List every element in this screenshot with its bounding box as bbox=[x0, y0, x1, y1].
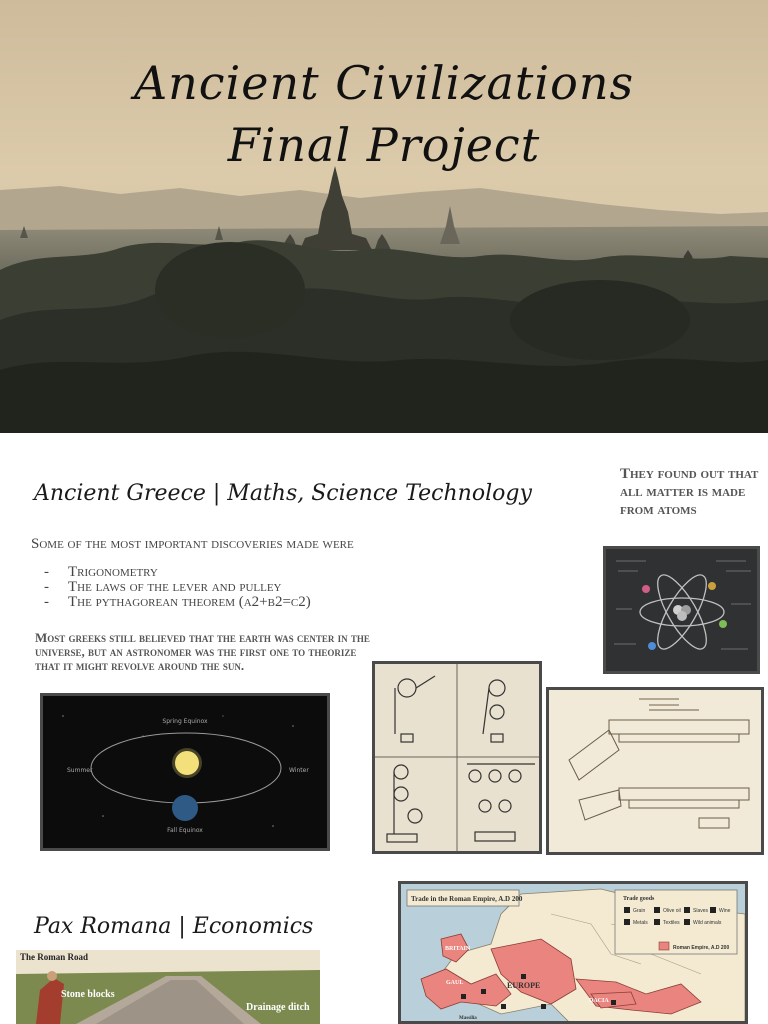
legend-slaves: Slaves bbox=[693, 908, 709, 914]
roman-trade-map-image bbox=[398, 881, 748, 1024]
legend-metals: Metals bbox=[633, 920, 648, 926]
winter-label: Winter bbox=[289, 767, 309, 774]
title-line-1: Ancient Civilizations bbox=[133, 56, 635, 110]
legend-olive-oil: Olive oil bbox=[663, 908, 681, 914]
list-item: - The laws of the lever and pulley bbox=[44, 579, 282, 595]
place-dacia: DACIA bbox=[589, 998, 609, 1004]
summer-label: Summer bbox=[67, 767, 93, 774]
drainage-ditch-label: Drainage ditch bbox=[246, 1002, 310, 1013]
stone-blocks-label: Stone blocks bbox=[61, 989, 115, 1000]
discoveries-intro: Some of the most important discoveries made were bbox=[31, 536, 354, 552]
project-title bbox=[0, 52, 768, 176]
pulley-diagrams-image bbox=[372, 661, 542, 854]
title-line-2: Final Project bbox=[227, 118, 541, 172]
invention-sketch-image bbox=[546, 687, 764, 855]
greece-section-heading: Ancient Greece | Maths, Science Technology bbox=[34, 481, 532, 506]
atoms-caption: They found out that all matter is made from atoms bbox=[620, 466, 759, 518]
roman-road-image bbox=[16, 950, 320, 1024]
list-item: - The pythagorean theorem (a2+b2=c2) bbox=[44, 594, 311, 610]
road-title: The Roman Road bbox=[20, 952, 89, 962]
place-gaul: GAUL bbox=[446, 980, 464, 986]
legend-wine: Wine bbox=[719, 908, 731, 914]
earth-sun-orbit-image bbox=[40, 693, 330, 851]
list-item: - Trigonometry bbox=[44, 564, 158, 580]
place-massilia: Massilia bbox=[459, 1016, 477, 1021]
legend-textiles: Textiles bbox=[663, 920, 680, 926]
fall-equinox-label: Fall Equinox bbox=[167, 827, 203, 834]
place-europe: EUROPE bbox=[507, 981, 541, 990]
spring-equinox-label: Spring Equinox bbox=[162, 718, 208, 725]
map-title: Trade in the Roman Empire, A.D 200 bbox=[411, 895, 523, 903]
legend-empire: Roman Empire, A.D 200 bbox=[673, 945, 730, 951]
legend-wild-animals: Wild animals bbox=[693, 920, 722, 926]
hero-banner bbox=[0, 0, 768, 433]
atom-chalkboard-image bbox=[603, 546, 760, 674]
legend-title: Trade goods bbox=[623, 896, 655, 902]
heliocentric-paragraph: Most greeks still believed that the earth was center in the universe, but an astronomer was the first one to theorize that it might revolve around the sun. bbox=[35, 630, 370, 673]
rome-section-heading: Pax Romana | Economics bbox=[34, 914, 314, 939]
place-britain: BRITAIN bbox=[445, 946, 471, 952]
legend-grain: Grain bbox=[633, 908, 646, 914]
discoveries-list bbox=[44, 565, 311, 610]
